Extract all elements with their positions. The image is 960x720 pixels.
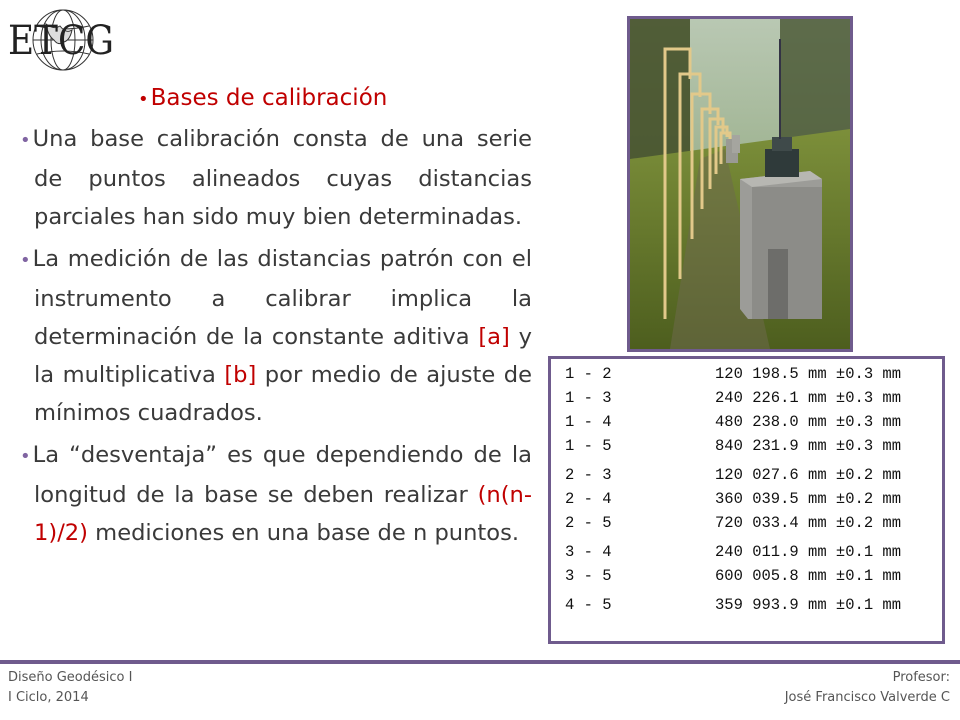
table-row bbox=[561, 567, 935, 589]
point-pair: 2 - 3 bbox=[565, 466, 612, 484]
point-pair: 2 - 4 bbox=[565, 490, 612, 508]
distance-value: 120 027.6 mm ±0.2 mm bbox=[715, 466, 902, 484]
paragraph-text: mediciones en una base de n puntos. bbox=[88, 520, 520, 546]
slide-heading bbox=[138, 82, 532, 116]
bullet-icon: • bbox=[20, 250, 31, 271]
highlighted-term: [a] bbox=[478, 324, 510, 350]
distance-value: 720 033.4 mm ±0.2 mm bbox=[715, 514, 902, 532]
highlighted-term: [b] bbox=[224, 362, 257, 388]
bullet-paragraph bbox=[20, 120, 532, 236]
table-row bbox=[561, 413, 935, 435]
logo-text: ETCG bbox=[8, 18, 114, 64]
footer-divider bbox=[0, 660, 960, 664]
footer-course-info bbox=[8, 668, 132, 708]
professor-name: José Francisco Valverde C bbox=[784, 690, 950, 705]
distance-value: 360 039.5 mm ±0.2 mm bbox=[715, 490, 902, 508]
bullet-icon: • bbox=[20, 130, 31, 151]
point-pair: 1 - 4 bbox=[565, 413, 612, 431]
table-row bbox=[561, 596, 935, 618]
table-row bbox=[561, 543, 935, 565]
distance-value: 480 238.0 mm ±0.3 mm bbox=[715, 413, 902, 431]
course-term: I Ciclo, 2014 bbox=[8, 690, 89, 705]
paragraph-text: Una base calibración consta de una serie de puntos alineados cuyas distancias parciales han sido muy bien determinadas. bbox=[32, 126, 532, 230]
highlighted-term: (n(n-1)/2) bbox=[34, 482, 532, 546]
bullet-paragraph bbox=[20, 240, 532, 432]
distance-value: 359 993.9 mm ±0.1 mm bbox=[715, 596, 902, 614]
distance-value: 600 005.8 mm ±0.1 mm bbox=[715, 567, 902, 585]
course-name: Diseño Geodésico I bbox=[8, 670, 133, 685]
table-row bbox=[561, 437, 935, 459]
heading-text: Bases de calibración bbox=[150, 85, 388, 111]
institution-logo bbox=[6, 4, 116, 74]
footer-professor-info bbox=[785, 668, 950, 708]
table-row bbox=[561, 389, 935, 411]
point-pair: 1 - 2 bbox=[565, 365, 612, 383]
distance-table-frame bbox=[548, 356, 945, 644]
bullet-paragraph bbox=[20, 436, 532, 552]
bullet-icon: • bbox=[138, 89, 149, 110]
globe-logo-icon bbox=[6, 4, 116, 74]
distance-value: 240 226.1 mm ±0.3 mm bbox=[715, 389, 902, 407]
paragraph-text: La “desventaja” es que dependiendo de la longitud de la base se deben realizar bbox=[32, 442, 532, 508]
paragraph-text: y la multiplicativa bbox=[34, 324, 532, 388]
slide-content bbox=[20, 82, 532, 552]
table-row bbox=[561, 365, 935, 387]
professor-label: Profesor: bbox=[892, 670, 950, 685]
distance-value: 840 231.9 mm ±0.3 mm bbox=[715, 437, 902, 455]
bullet-icon: • bbox=[20, 446, 31, 467]
table-row bbox=[561, 490, 935, 512]
point-pair: 1 - 3 bbox=[565, 389, 612, 407]
calibration-pillars-illustration bbox=[630, 19, 850, 349]
distance-value: 120 198.5 mm ±0.3 mm bbox=[715, 365, 902, 383]
paragraph-text: La medición de las distancias patrón con el instrumento a calibrar implica la determinación de la constante aditiva bbox=[32, 246, 532, 350]
paragraph-list bbox=[20, 120, 532, 552]
paragraph-text: por medio de ajuste de mínimos cuadrados. bbox=[34, 362, 532, 426]
point-pair: 1 - 5 bbox=[565, 437, 612, 455]
table-row bbox=[561, 466, 935, 488]
point-pair: 3 - 4 bbox=[565, 543, 612, 561]
calibration-base-photo bbox=[627, 16, 853, 352]
point-pair: 3 - 5 bbox=[565, 567, 612, 585]
table-row bbox=[561, 514, 935, 536]
point-pair: 4 - 5 bbox=[565, 596, 612, 614]
point-pair: 2 - 5 bbox=[565, 514, 612, 532]
distance-value: 240 011.9 mm ±0.1 mm bbox=[715, 543, 902, 561]
distance-table bbox=[561, 365, 935, 635]
